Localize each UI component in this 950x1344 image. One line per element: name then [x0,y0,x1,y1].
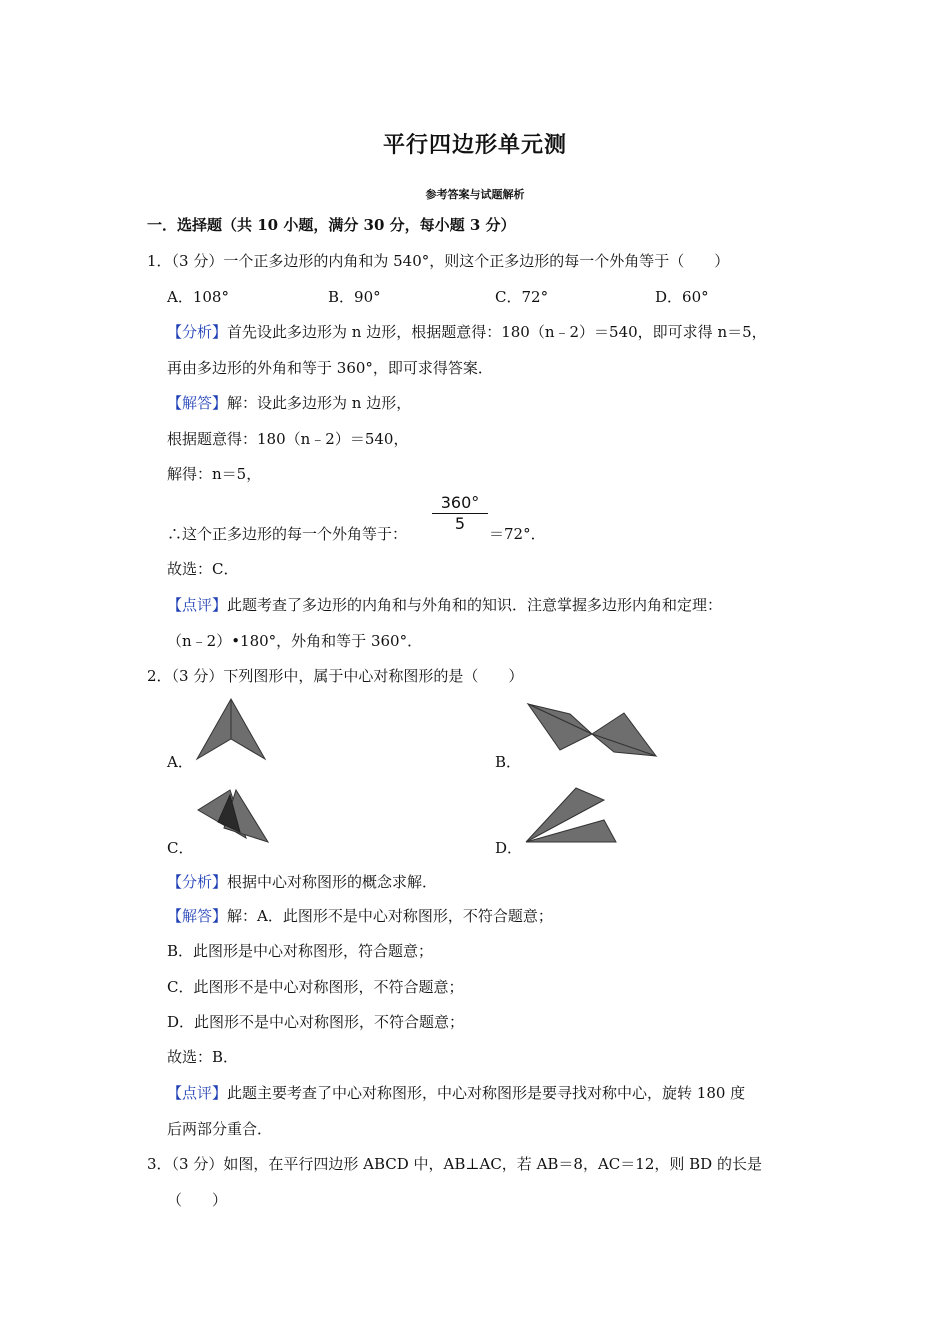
q1-choice: 故选：C． [167,560,239,578]
q3-answer-blank: （ ） [167,1191,228,1209]
solution-tag: 【解答】 [167,394,228,412]
q2-solution-line-4: D．此图形不是中心对称图形，不符合题意； [167,1013,465,1031]
figure-b-label: B． [495,753,522,771]
q1-analysis-line-2: 再由多边形的外角和等于 360°，即可求得答案． [167,359,493,377]
q2-solution-line-3: C．此图形不是中心对称图形，不符合题意； [167,978,464,996]
q2-solution-line-2: B．此图形是中心对称图形，符合题意； [167,942,434,960]
q1-comment-line-2: （n﹣2）•180°，外角和等于 360°． [167,632,423,650]
fraction [432,494,488,533]
q1-comment-line-1: 【点评】此题考查了多边形的内角和与外角和的知识．注意掌握多边形内角和定理： [167,596,723,614]
q1-analysis-line-1: 【分析】首先设此多边形为 n 边形，根据题意得：180（n﹣2）＝540，即可求得 n＝5， [167,323,767,341]
q1-solution-line-1: 【解答】解：设此多边形为 n 边形， [167,394,412,412]
section-heading: 一．选择题（共 10 小题，满分 30 分，每小题 3 分） [147,216,516,234]
comment-tag: 【点评】 [167,596,228,614]
q1-option-d: D．60° [655,288,709,306]
figure-b [525,700,660,760]
q1-option-a: A．108° [167,288,229,306]
q2-choice: 故选：B． [167,1048,239,1066]
q2-comment-line-2: 后两部分重合． [167,1120,273,1138]
q1-option-b: B．90° [328,288,381,306]
q1-stem: 1．（3 分）一个正多边形的内角和为 540°，则这个正多边形的每一个外角等于（ ） [147,252,730,270]
page-title: 平行四边形单元测 [382,132,567,158]
figure-c-label: C． [167,839,194,857]
q2-analysis: 【分析】根据中心对称图形的概念求解． [167,873,438,891]
q2-stem: 2．（3 分）下列图形中，属于中心对称图形的是（ ） [147,667,524,685]
comment-tag: 【点评】 [167,1084,228,1102]
analysis-tag: 【分析】 [167,873,228,891]
q2-comment-line-1: 【点评】此题主要考查了中心对称图形，中心对称图形是要寻找对称中心，旋转 180 度 [167,1084,746,1102]
solution-tag: 【解答】 [167,907,228,925]
q1-solution-line-3: 解得：n＝5， [167,465,262,483]
q3-stem: 3．（3 分）如图，在平行四边形 ABCD 中，AB⊥AC，若 AB＝8，AC＝12，则 BD 的长是 [147,1155,762,1173]
q1-solution-line-4-post: ＝72°． [489,525,546,543]
page-subtitle: 参考答案与试题解析 [425,188,525,201]
figure-c [196,786,271,846]
q1-solution-line-2: 根据题意得：180（n﹣2）＝540， [167,430,409,448]
q1-option-c: C．72° [495,288,549,306]
figure-a-label: A． [167,753,193,771]
figure-a [195,697,270,762]
figure-d [524,786,619,846]
fraction-numerator: 360° [440,493,480,512]
fraction-denominator: 5 [454,514,466,533]
q2-solution-line-1: 【解答】解：A．此图形不是中心对称图形，不符合题意； [167,907,553,925]
analysis-tag: 【分析】 [167,323,228,341]
q1-solution-line-4-pre: ∴这个正多边形的每一个外角等于： [167,525,408,543]
figure-d-label: D． [495,839,523,857]
